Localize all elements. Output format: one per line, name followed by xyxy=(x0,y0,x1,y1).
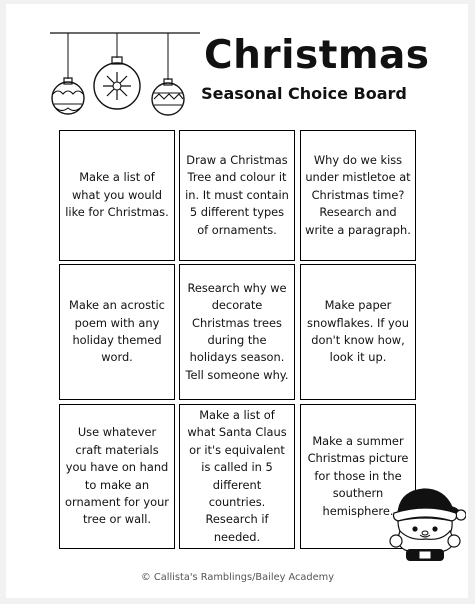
copyright-credit: © Callista's Ramblings/Bailey Academy xyxy=(140,572,335,583)
choice-cell: Make a list of what Santa Claus or it's equivalent is called in 5 different countries. Research if needed. xyxy=(179,404,295,549)
choice-cell: Make paper snowflakes. If you don't know how, look it up. xyxy=(300,264,416,400)
choice-cell: Research why we decorate Christmas trees during the holidays season. Tell someone why. xyxy=(179,264,295,400)
santa-icon xyxy=(386,483,466,563)
page-subtitle: Seasonal Choice Board xyxy=(201,84,407,103)
choice-cell: Make a list of what you would like for Christmas. xyxy=(59,130,175,261)
choice-cell: Draw a Christmas Tree and colour it in. It must contain 5 different types of ornaments. xyxy=(179,130,295,261)
choice-cell: Make an acrostic poem with any holiday themed word. xyxy=(59,264,175,400)
hanging-ornament-icon xyxy=(94,33,140,109)
page-title: Christmas xyxy=(204,33,430,78)
hanging-ornaments xyxy=(0,0,200,125)
choice-cell: Use whatever craft materials you have on hand to make an ornament for your tree or wall. xyxy=(59,404,175,549)
hanging-ornament-icon xyxy=(152,33,184,115)
hanging-ornament-icon xyxy=(52,33,84,114)
choice-cell: Make a summer Christmas picture for those in the southern hemisphere. xyxy=(300,404,416,549)
choice-cell: Why do we kiss under mistletoe at Christmas time? Research and write a paragraph. xyxy=(300,130,416,261)
